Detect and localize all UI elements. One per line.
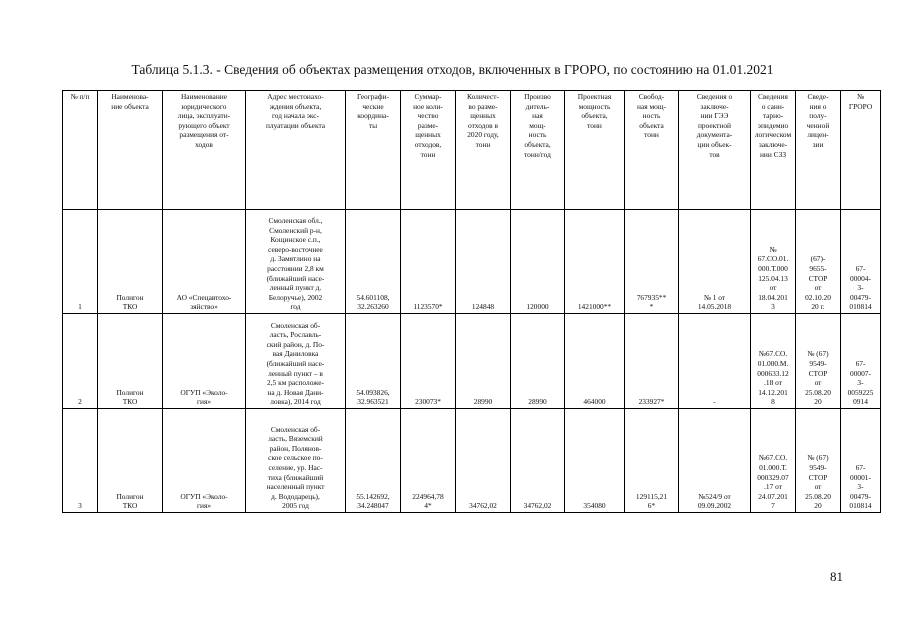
table-cell: ОГУП «Эколо- гия» xyxy=(163,314,246,409)
header-cell: Произво дитель- ная мощ- ность объекта, тонн/год xyxy=(511,91,565,210)
table-cell: №67.СО. 01.000.М. 000633.12 .18 от 14.12.201 8 xyxy=(751,314,796,409)
header-cell: Сведе- ния о полу- ченной лицен- зии xyxy=(796,91,841,210)
table-cell: АО «Спецавтохо- зяйство» xyxy=(163,210,246,314)
page-number: 81 xyxy=(830,569,843,584)
table-cell: 54.093826, 32.963521 xyxy=(346,314,401,409)
table-cell: - xyxy=(679,314,751,409)
table-cell: Полигон ТКО xyxy=(98,314,163,409)
table-cell: 34762,02 xyxy=(511,409,565,513)
table-cell: №67.СО. 01.000.Т. 000329.07 .17 от 24.07.201 7 xyxy=(751,409,796,513)
table-cell: 54.601108, 32.263260 xyxy=(346,210,401,314)
table-cell: 129115,21 6* xyxy=(625,409,679,513)
table-cell: 354080 xyxy=(565,409,625,513)
table-cell: №524/9 от 09.09.2002 xyxy=(679,409,751,513)
table-cell: 1123570* xyxy=(401,210,456,314)
table-cell: № 1 от 14.05.2018 xyxy=(679,210,751,314)
table-cell: № (67) 9549- СТОР от 25.08.20 20 xyxy=(796,409,841,513)
header-cell: Проектная мощность объекта, тонн xyxy=(565,91,625,210)
table-cell: 233927* xyxy=(625,314,679,409)
table-cell: 28990 xyxy=(456,314,511,409)
table-cell: 67- 00004- 3- 00479- 010814 xyxy=(841,210,881,314)
table-cell: Смоленская об- ласть, Вяземский район, Полянов- ское сельское по- селение, ур. Нас- тиха (ближайший населенный пункт д. Вододарець), 2005 год xyxy=(246,409,346,513)
header-cell: Наименова- ние объекта xyxy=(98,91,163,210)
table-cell: № (67) 9549- СТОР от 25.08.20 20 xyxy=(796,314,841,409)
table-cell: Полигон ТКО xyxy=(98,210,163,314)
header-cell: № п/п xyxy=(63,91,98,210)
table-cell: Смоленская об- ласть, Рославль- ский район, д. По- вая Даниловка (ближайший насе- ленный пункт – в 2,5 км расположе- на д. Новая Дани- ловка), 2014 год xyxy=(246,314,346,409)
header-cell: № ГРОРО xyxy=(841,91,881,210)
header-cell: Сведения о заключе- нии ГЭЭ проектной документа- ции объек- тов xyxy=(679,91,751,210)
table-cell: Смоленская обл., Смоленский р-н, Кощинское с.п., северо-восточнее д. Замятлино на расстоянии 2,8 км (ближайший насе- ленный пункт д. Белоручье), 2002 год xyxy=(246,210,346,314)
table-cell: 120000 xyxy=(511,210,565,314)
table-cell: 767935** * xyxy=(625,210,679,314)
table-row xyxy=(63,210,881,314)
header-cell: Свобод- ная мощ- ность объекта тонн xyxy=(625,91,679,210)
header-cell: Наименование юридического лица, эксплуати- рующего объект размещения от- ходов xyxy=(163,91,246,210)
table-cell: 3 xyxy=(63,409,98,513)
table-cell: 1421000** xyxy=(565,210,625,314)
table-cell: 34762,02 xyxy=(456,409,511,513)
table-cell: ОГУП «Эколо- гия» xyxy=(163,409,246,513)
table-cell: 2 xyxy=(63,314,98,409)
table-cell: 28990 xyxy=(511,314,565,409)
table-cell: 67- 00001- 3- 00479- 010814 xyxy=(841,409,881,513)
waste-facilities-table xyxy=(62,90,881,513)
table-row xyxy=(63,314,881,409)
table-title: Таблица 5.1.3. - Сведения об объектах размещения отходов, включенных в ГРОРО, по состоянию на 01.01.2021 xyxy=(131,62,774,77)
header-row xyxy=(63,91,881,210)
header-cell: Количест- во разме- щенных отходов в 2020 году, тонн xyxy=(456,91,511,210)
table-cell: 230073* xyxy=(401,314,456,409)
header-cell: Адрес местонахо- ждения объекта, год начала экс- плуатации объекта xyxy=(246,91,346,210)
table-cell: 1 xyxy=(63,210,98,314)
header-cell: Географи- ческие координа- ты xyxy=(346,91,401,210)
table-cell: (67)- 9655- СТОР от 02.10.20 20 г. xyxy=(796,210,841,314)
header-cell: Суммар- ное коли- чество разме- щенных отходов, тонн xyxy=(401,91,456,210)
table-cell: Полигон ТКО xyxy=(98,409,163,513)
header-cell: Сведения о сани- тарно- эпидемио логическом заключе- нии СЗЗ xyxy=(751,91,796,210)
table-cell: 55.142692, 34.248047 xyxy=(346,409,401,513)
table-cell: 464000 xyxy=(565,314,625,409)
table-cell: 124848 xyxy=(456,210,511,314)
table-cell: 224964,78 4* xyxy=(401,409,456,513)
table-cell: № 67.СО.01. 000.Т.000 125.04.13 от 18.04.201 3 xyxy=(751,210,796,314)
table-cell: 67- 00007- 3- 0059225 0914 xyxy=(841,314,881,409)
table-row xyxy=(63,409,881,513)
